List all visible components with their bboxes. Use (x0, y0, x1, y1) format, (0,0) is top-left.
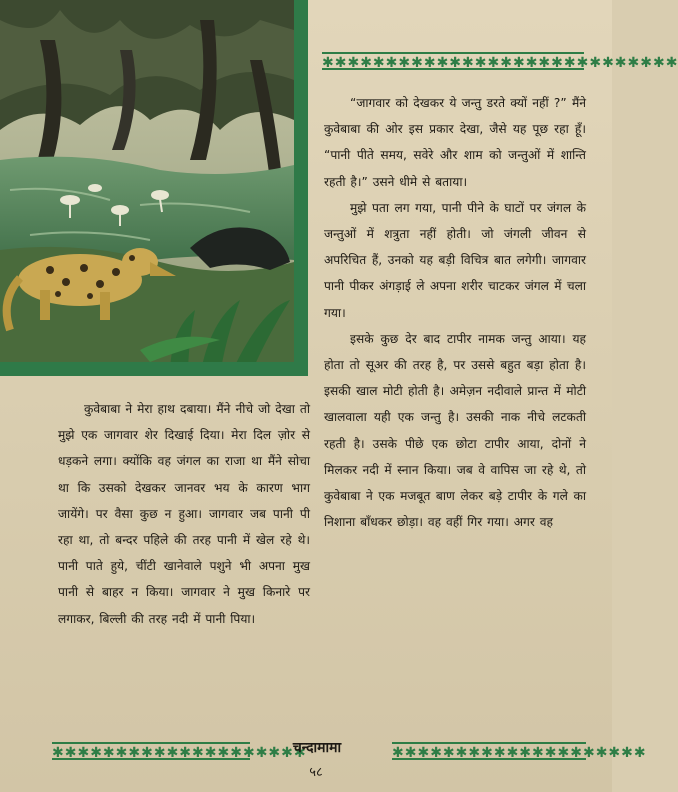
illustration-border-bottom (0, 362, 308, 376)
bottom-left-star-border: ✱✱✱✱✱✱✱✱✱✱✱✱✱✱✱✱✱✱✱✱ (52, 742, 250, 760)
right-paragraph-3: इसके कुछ देर बाद टापीर नामक जन्तु आया। यह होता तो सूअर की तरह है, पर उससे बहुत बड़ा होता है। इसकी खाल मोटी होती है। अमेज़न नदीवाले प्रान्त में मोटी खालवाला यही एक जन्तु है। उसकी नाक नीचे लटकती रहती है। उसके पीछे एक छोटा टापीर आया, दोनों ने मिलकर नदी में स्नान किया। जब वे वापिस जा रहे थे, तो कुवेबाबा ने एक मजबूत बाण लेकर बड़े टापीर के गले का निशाना बाँधकर छोड़ा। वह वहीं गिर गया। अगर वह (324, 331, 586, 530)
left-paragraph-1: कुवेबाबा ने मेरा हाथ दबाया। मैंने नीचे जो देखा तो मुझे एक जागवार शेर दिखाई दिया। मेरा दिल ज़ोर से धड़कने लगा। क्योंकि वह जंगल का राजा था मैंने सोचा था कि उसको देखकर जानवर भय के कारण भाग जायेंगे। पर वैसा कुछ न हुआ। जागवार जब पानी पी रहा था, तो बन्दर पहिले की तरह पानी में खेल रहे थे। पानी पाते हुये, चींटी खानेवाले पशुने भी अपना मुख पानी से बाहर न किया। जागवार ने मुख किनारे पर लगाकर, बिल्ली की तरह नदी में पानी पिया। (58, 402, 310, 626)
right-paragraph-1: “जागवार को देखकर ये जन्तु डरते क्यों नहीं ?” मैंने कुवेबाबा की ओर इस प्रकार देखा, जैसे यह पूछ रहा हूँ। “पानी पीते समय, सवेरे और शाम को जन्तुओं में शान्ति रहती है।” उसने धीमे से बताया। (324, 96, 586, 189)
magazine-title: चन्दामामा (292, 740, 342, 756)
illustration-artwork (0, 0, 308, 376)
right-column-text (324, 90, 586, 535)
top-star-border: ✱✱✱✱✱✱✱✱✱✱✱✱✱✱✱✱✱✱✱✱✱✱✱✱✱✱✱✱ (322, 52, 584, 70)
jaguar-at-river-illustration (0, 0, 308, 376)
right-paragraph-2: मुझे पता लग गया, पानी पीने के घाटों पर जंगल के जन्तुओं में शत्रुता नहीं होती। जो जंगली जीवन से अपरिचित हैं, उनको यह बड़ी विचित्र बात लगेगी। जागवार पानी पीकर अंगड़ाई ले अपना शरीर चाटकर जंगल में चला गया। (324, 200, 586, 320)
left-column-text (58, 396, 310, 632)
page-number: ५८ (309, 765, 323, 780)
illustration-border-right (294, 0, 308, 376)
bottom-right-star-border: ✱✱✱✱✱✱✱✱✱✱✱✱✱✱✱✱✱✱✱✱ (392, 742, 586, 760)
